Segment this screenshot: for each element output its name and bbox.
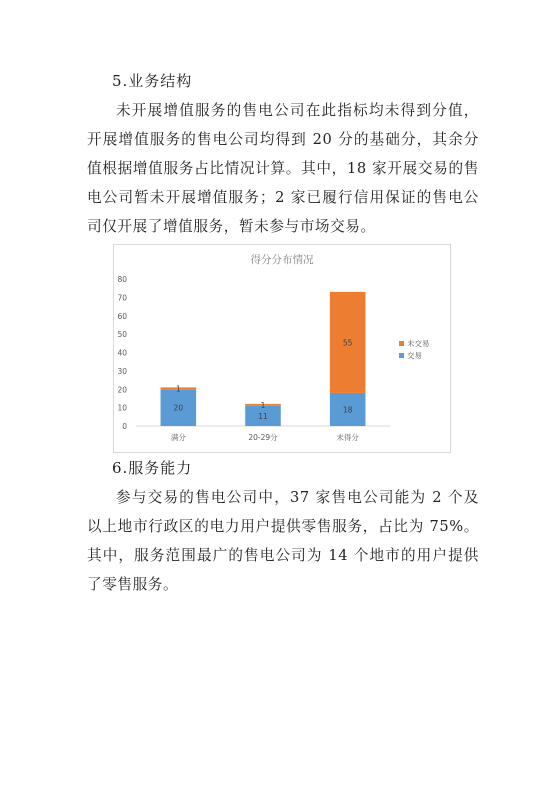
data-label: 20 xyxy=(173,403,184,413)
section-5-paragraph: 未开展增值服务的售电公司在此指标均未得到分值，开展增值服务的售电公司均得到 20 分的基础分，其余分值根据增值服务占比情况计算。其中，18 家开展交易的售电公司暂未开展增值服务；2 家已履行信用保证的售电公司仅开展了增值服务，暂未参与市场交易。 xyxy=(87,102,479,235)
data-label: 55 xyxy=(342,338,353,348)
score-distribution-chart xyxy=(113,244,451,453)
x-tick-label: 满分 xyxy=(170,433,186,442)
y-tick-label: 20 xyxy=(117,385,127,395)
legend-swatch xyxy=(399,353,404,358)
y-tick-label: 40 xyxy=(117,348,127,358)
legend-label: 交易 xyxy=(407,351,422,360)
data-label: 11 xyxy=(258,411,268,421)
y-tick-label: 60 xyxy=(117,311,127,321)
y-tick-label: 0 xyxy=(122,422,127,431)
x-tick-label: 未得分 xyxy=(336,433,359,442)
data-label: 1 xyxy=(260,400,266,410)
y-tick-label: 30 xyxy=(117,366,127,376)
chart-svg xyxy=(114,245,450,452)
x-tick-label: 20-29分 xyxy=(248,433,278,442)
section-6-paragraph: 参与交易的售电公司中，37 家售电公司能为 2 个及以上地市行政区的电力用户提供零售服务，占比为 75%。其中，服务范围最广的售电公司为 14 个地市的用户提供了零售服务。 xyxy=(87,489,479,593)
section-6-heading: 6.服务能力 xyxy=(112,459,193,477)
legend-label: 未交易 xyxy=(407,339,430,348)
y-tick-label: 50 xyxy=(117,330,127,340)
section-5-heading: 5.业务结构 xyxy=(112,72,193,90)
legend-swatch xyxy=(399,341,404,346)
data-label: 1 xyxy=(175,384,181,394)
y-tick-label: 10 xyxy=(117,403,127,413)
chart-title: 得分分布情况 xyxy=(250,254,314,266)
y-tick-label: 80 xyxy=(117,275,127,284)
data-label: 18 xyxy=(342,405,353,415)
y-tick-label: 70 xyxy=(117,293,127,303)
